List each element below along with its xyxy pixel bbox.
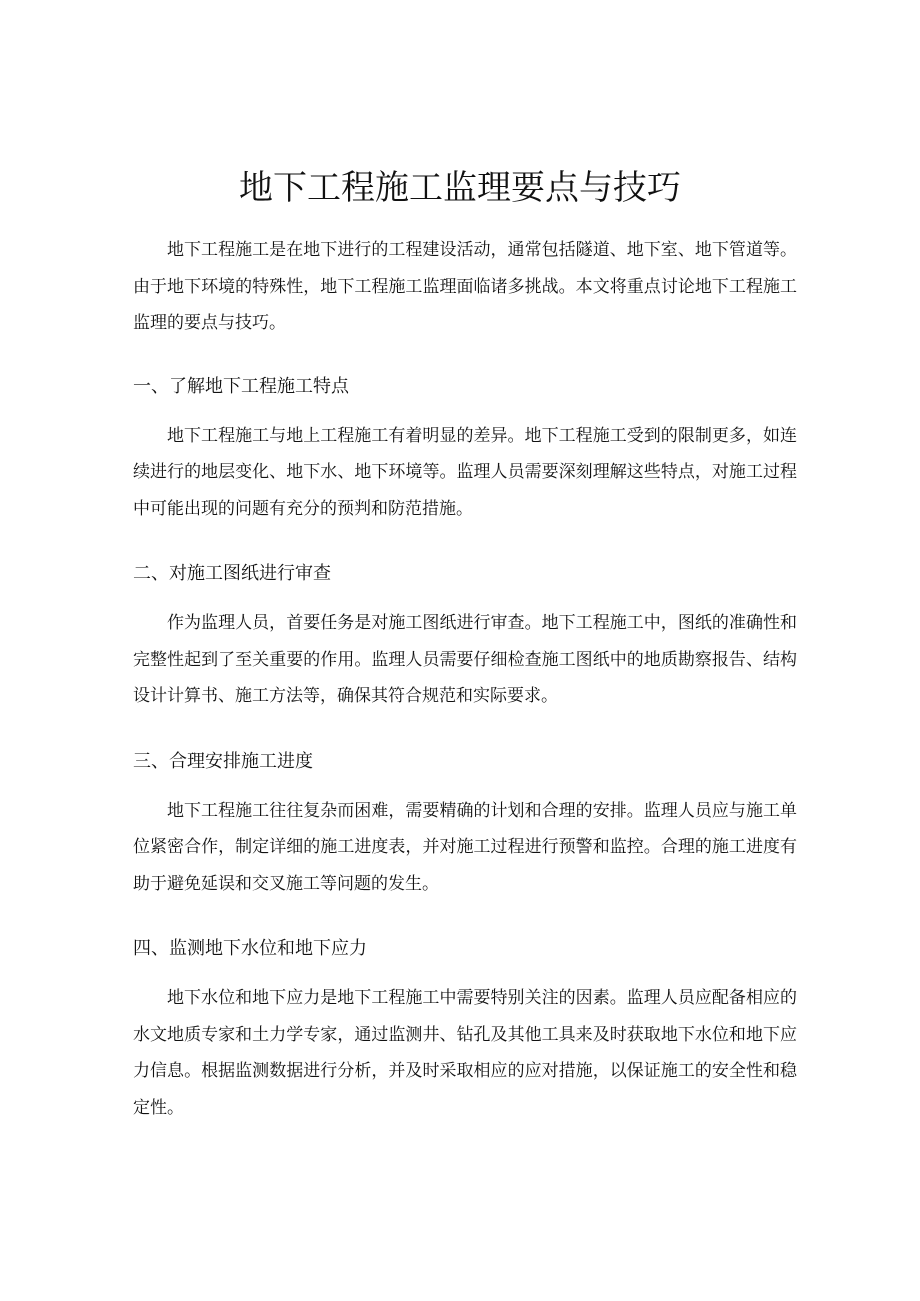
section-heading-2: 二、对施工图纸进行审查 bbox=[133, 563, 331, 584]
section-body-1: 地下工程施工与地上工程施工有着明显的差异。地下工程施工受到的限制更多，如连续进行的地层变化、地下水、地下环境等。监理人员需要深刻理解这些特点，对施工过程中可能出现的问题有充分的预判和防范措施。 bbox=[133, 425, 797, 519]
section-body-4: 地下水位和地下应力是地下工程施工中需要特别关注的因素。监理人员应配备相应的水文地质专家和土力学专家，通过监测井、钻孔及其他工具来及时获取地下水位和地下应力信息。根据监测数据进行分析，并及时采取相应的应对措施，以保证施工的安全性和稳定性。 bbox=[133, 988, 797, 1118]
section-heading-4: 四、监测地下水位和地下应力 bbox=[133, 938, 367, 959]
section-heading-1: 一、了解地下工程施工特点 bbox=[133, 375, 349, 397]
section-body-2: 作为监理人员，首要任务是对施工图纸进行审查。地下工程施工中，图纸的准确性和完整性起到了至关重要的作用。监理人员需要仔细检查施工图纸中的地质勘察报告、结构设计计算书、施工方法等，确保其符合规范和实际要求。 bbox=[133, 613, 797, 706]
document-body bbox=[133, 232, 797, 1126]
section-heading-3: 三、合理安排施工进度 bbox=[133, 750, 313, 772]
section-body-3: 地下工程施工往往复杂而困难，需要精确的计划和合理的安排。监理人员应与施工单位紧密合作，制定详细的施工进度表，并对施工过程进行预警和监控。合理的施工进度有助于避免延误和交叉施工等问题的发生。 bbox=[133, 800, 797, 894]
intro-paragraph: 地下工程施工是在地下进行的工程建设活动，通常包括隧道、地下室、地下管道等。由于地下环境的特殊性，地下工程施工监理面临诸多挑战。本文将重点讨论地下工程施工监理的要点与技巧。 bbox=[133, 240, 797, 333]
document-title: 地下工程施工监理要点与技巧 bbox=[239, 168, 681, 208]
